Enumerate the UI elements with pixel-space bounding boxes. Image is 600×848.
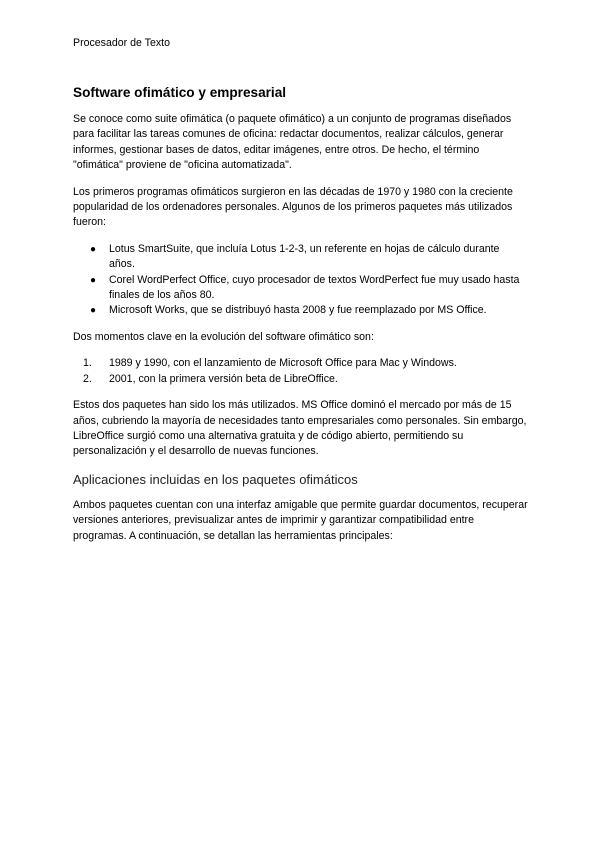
bullet-icon: ● [90,243,97,255]
paragraph-market: Estos dos paquetes han sido los más utilizados. MS Office dominó el mercado por más de 15 años, cubriendo la mayoría de necesidades tanto empresariales como personales. Sin embargo, LibreOffice surgió como una alternativa gratuita y de código abierto, permitiendo su personalización y el desarrollo de nuevas funciones. [73,399,527,458]
paragraph-history: Los primeros programas ofimáticos surgieron en las décadas de 1970 y 1980 con la creciente popularidad de los ordenadores personales. Algunos de los primeros paquetes más utilizados fueron: [73,185,513,229]
paragraph-key-moments: Dos momentos clave en la evolución del software ofimático son: [73,330,374,343]
bullet-icon: ● [90,305,97,317]
list-item-text: Microsoft Works, que se distribuyó hasta 2008 y fue reemplazado por MS Office. [109,304,487,317]
list-item-text: Lotus SmartSuite, que incluía Lotus 1-2-3, un referente en hojas de cálculo durante años. [109,242,500,271]
list-item [90,242,528,273]
bullet-list-early-packages [73,242,528,319]
list-item [83,356,528,371]
bullet-icon: ● [90,274,97,286]
numbered-list-milestones [73,356,528,387]
paragraph-definition: Se conoce como suite ofimática (o paquete ofimático) a un conjunto de programas diseñados para facilitar las tareas comunes de oficina: redactar documentos, realizar cálculos, generar informes, gestionar bases de datos, editar imágenes, entre otros. De hecho, el término "ofimática" proviene de "oficina automatizada". [73,113,512,172]
list-item-text: 1989 y 1990, con el lanzamiento de Microsoft Office para Mac y Windows. [109,357,457,370]
list-item-text: Corel WordPerfect Office, cuyo procesador de textos WordPerfect fue muy usado hasta finales de los años 80. [109,273,520,302]
list-number: 2. [83,372,92,385]
section-heading-software: Software ofimático y empresarial [73,85,287,100]
list-item-text: 2001, con la primera versión beta de LibreOffice. [109,372,338,385]
list-item [90,303,528,318]
list-item [90,273,528,304]
list-number: 1. [83,357,92,370]
list-item [83,372,528,387]
document-body [73,84,528,555]
paragraph-interface: Ambos paquetes cuentan con una interfaz amigable que permite guardar documentos, recuperar versiones anteriores, previsualizar antes de imprimir y garantizar compatibilidad entre programas. A continuación, se detallan las herramientas principales: [73,498,528,542]
page-header: Procesador de Texto [73,37,170,49]
section-heading-applications: Aplicaciones incluidas en los paquetes ofimáticos [73,471,358,487]
